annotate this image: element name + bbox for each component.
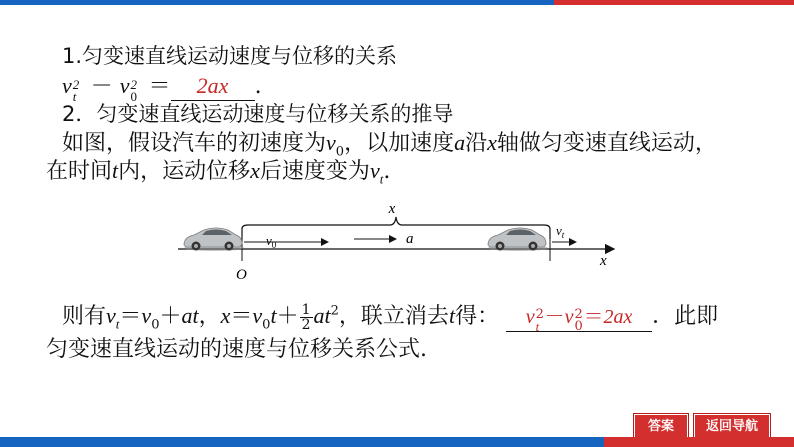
- top-bar-red: [554, 0, 794, 5]
- vt-label: $v_t$: [556, 223, 565, 240]
- formula-1: [62, 72, 262, 104]
- bottom-bar-blue: [0, 437, 604, 447]
- paragraph-1-line-1: 如图，假设汽车的初速度为$v_0$，以加速度a沿x轴做匀变速直线运动，: [62, 130, 717, 160]
- one-half-fraction: $\frac{1}{2}$: [301, 301, 311, 333]
- answer-button[interactable]: 答案: [634, 414, 688, 440]
- answer-blank-1: 2ax: [171, 72, 255, 101]
- bottom-bar-red: [604, 437, 794, 447]
- answer-blank-2: v 2 t －v 2 0 ＝2ax: [506, 302, 652, 332]
- vt-symbol: v 2 t: [62, 73, 80, 104]
- top-bar-blue: [0, 0, 554, 5]
- heading-2: 2．匀变速直线运动速度与位移关系的推导: [62, 102, 454, 126]
- paragraph-1-line-2: 在时间t内，运动位移x后速度变为$v_t$.: [46, 158, 391, 187]
- heading-1: 1.匀变速直线运动速度与位移的关系: [62, 44, 398, 68]
- distance-label: x: [388, 201, 396, 217]
- bottom-color-bar: [0, 437, 794, 447]
- return-nav-button[interactable]: 返回导航: [694, 414, 770, 440]
- paragraph-2-line-2: 匀变速直线运动的速度与位移关系公式.: [46, 337, 427, 362]
- period: .: [254, 74, 262, 99]
- car-motion-diagram: [178, 197, 628, 285]
- origin-label: O: [236, 267, 247, 283]
- acceleration-label: a: [406, 231, 414, 247]
- v0-symbol: v 2 0: [119, 73, 138, 104]
- paragraph-2-line-1: 则有$v_t=v_0+at$，$x=v_0t+$ $\frac{1}{2}$ $at^2$，联立消去t得： v 2 t －v 2 0 ＝2ax ．此即: [62, 301, 719, 334]
- v0-label: $v_0$: [266, 233, 277, 250]
- minus-sign: －: [90, 74, 113, 99]
- start-car-icon: [184, 228, 244, 251]
- top-color-bar: [0, 0, 794, 5]
- end-car-icon: [488, 228, 548, 251]
- equals-sign: ＝: [148, 74, 171, 99]
- axis-label-x: x: [600, 253, 607, 269]
